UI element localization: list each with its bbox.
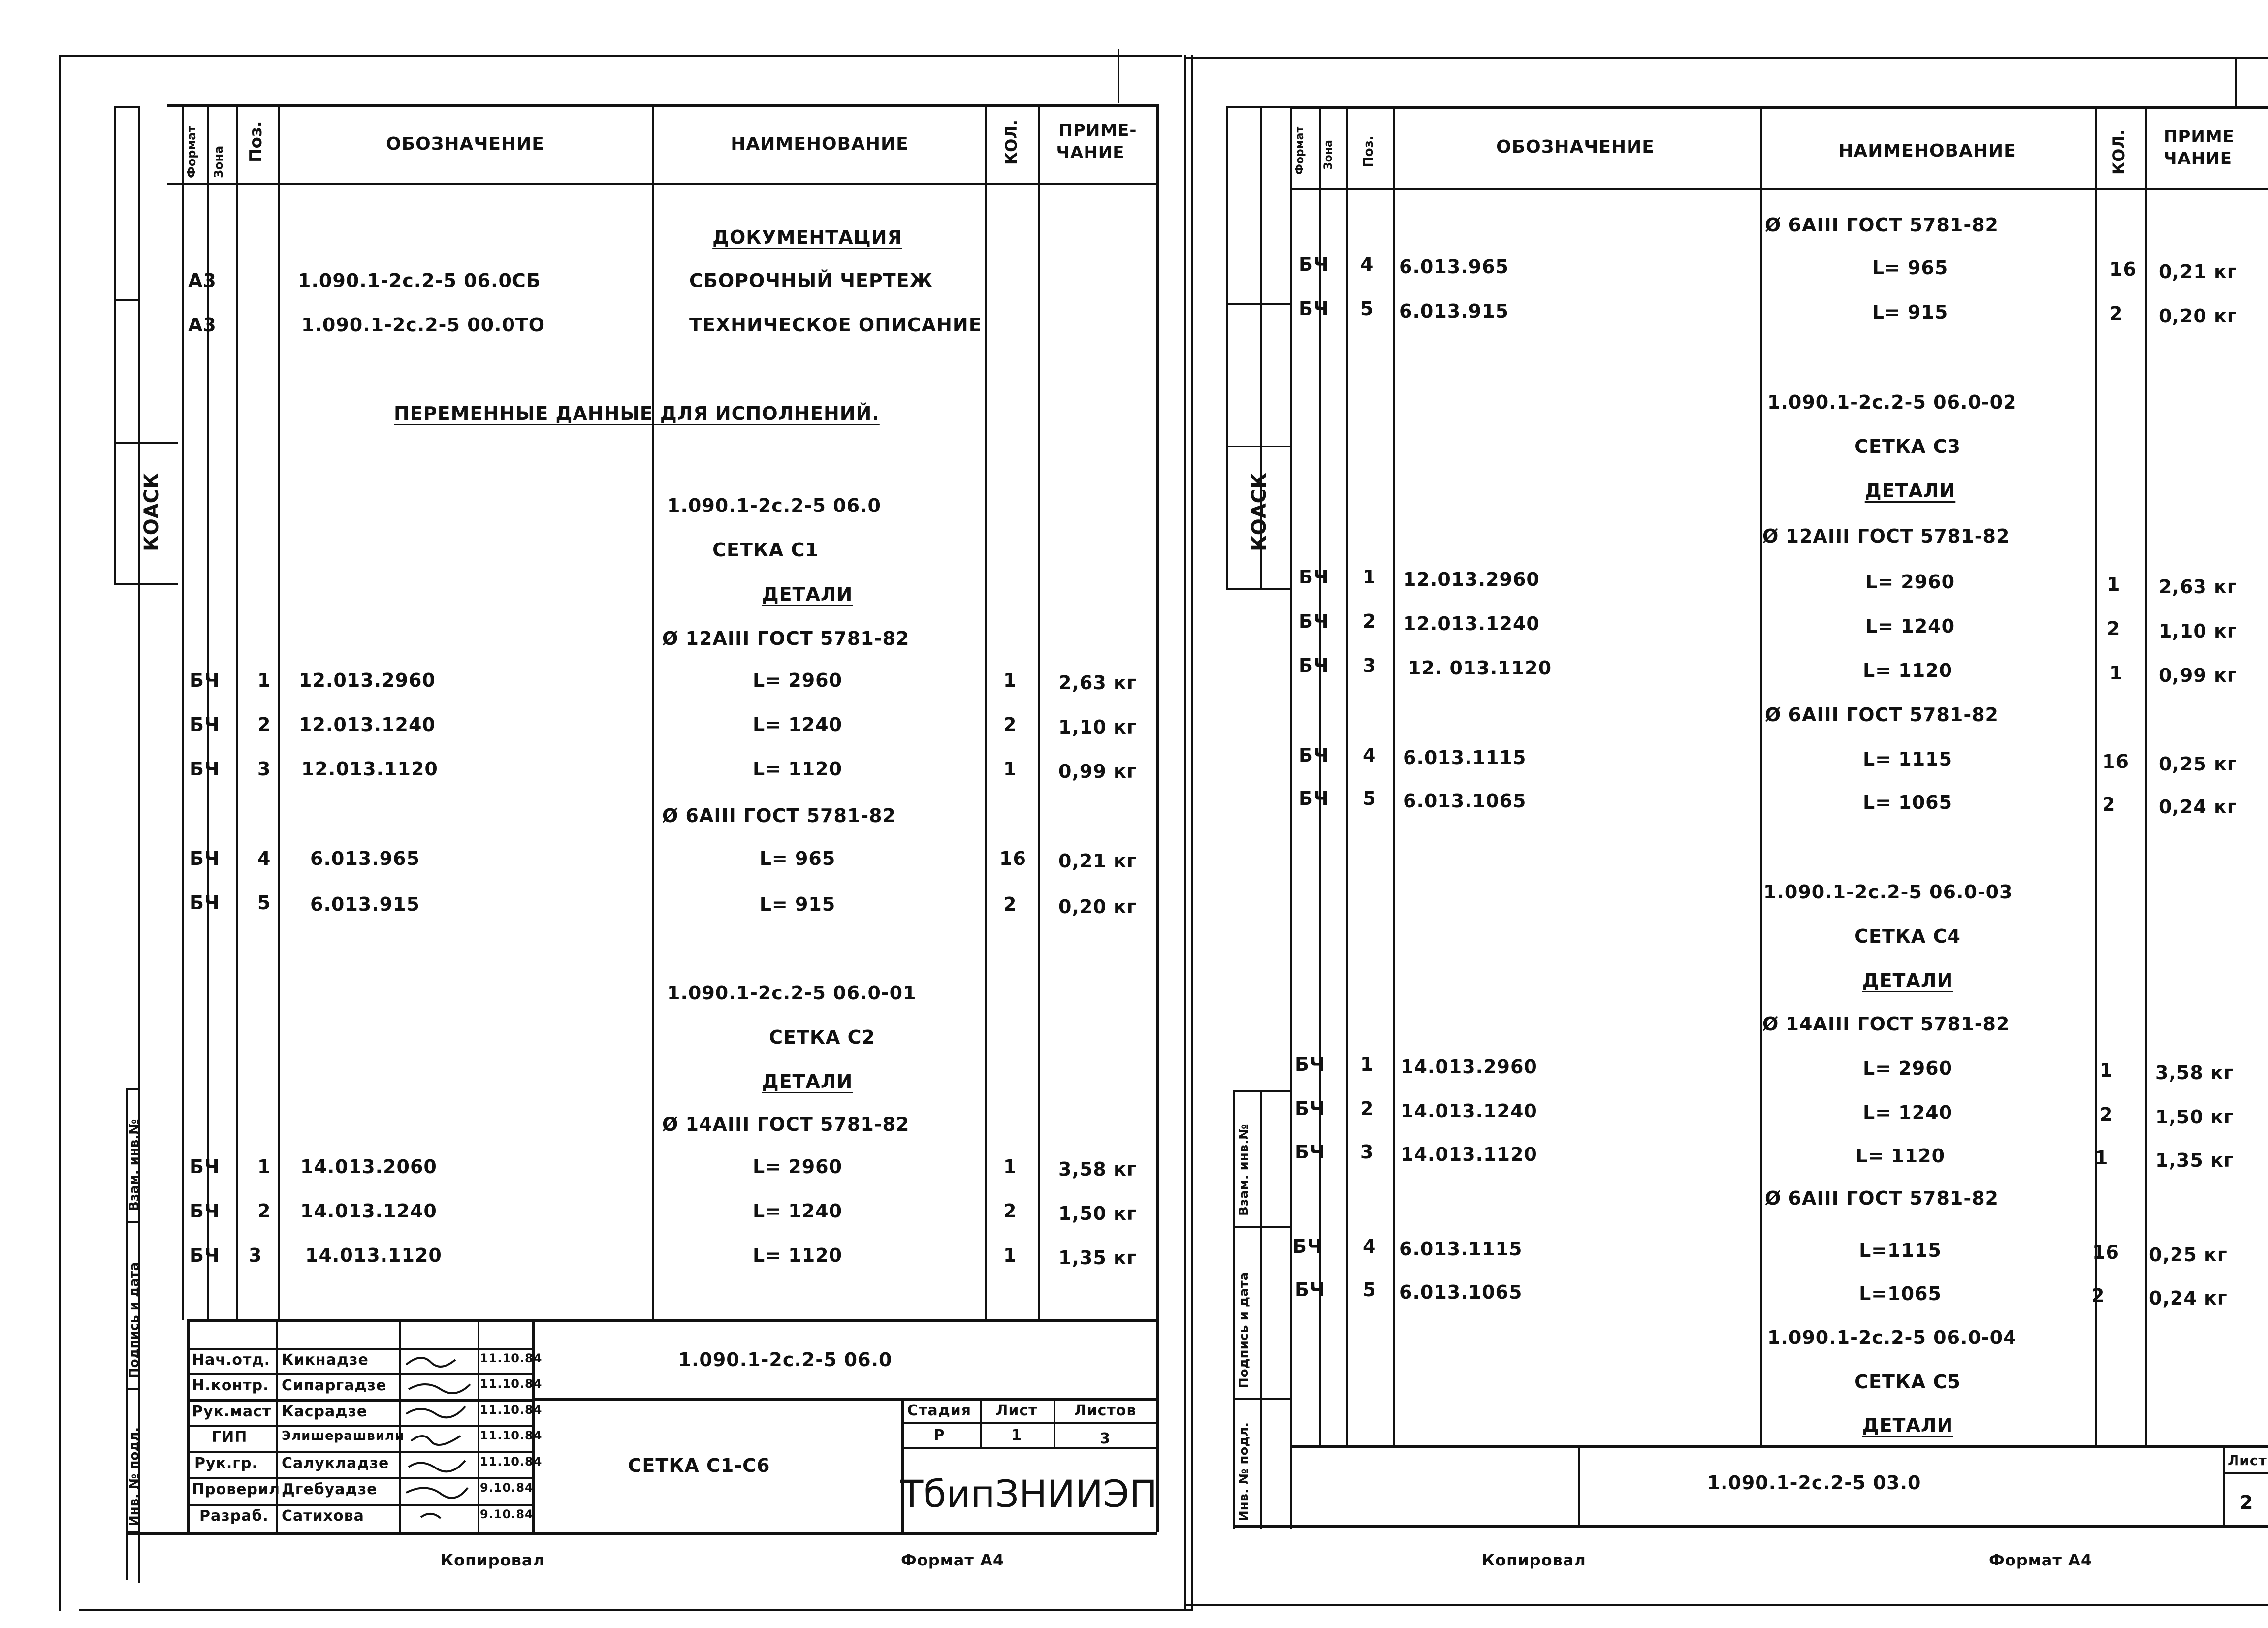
table-row-fmt: БЧ — [1299, 788, 1329, 809]
table-row-pos: 1 — [257, 1156, 271, 1178]
tb-date: 11.10.84 — [480, 1403, 543, 1417]
list-item: ДЕТАЛИ — [762, 1071, 853, 1092]
tb-org: ТбипЗНИИЭП — [900, 1472, 1158, 1516]
list-item: 1.090.1-2с.2-5 06.0СБ — [298, 270, 541, 291]
tb-role: Проверил — [192, 1481, 280, 1498]
table-row-qty: 1 — [2109, 662, 2123, 684]
tb-stage-label: Стадия — [907, 1402, 972, 1419]
col-designation-header: ОБОЗНАЧЕНИЕ — [386, 134, 544, 154]
table-row-name: L= 2960 — [752, 670, 843, 691]
list-item: Ø 6АIII ГОСТ 5781-82 — [662, 805, 896, 827]
table-row-qty: 16 — [2109, 258, 2137, 280]
tb-name: Дгебуадзе — [282, 1481, 378, 1498]
tb-date: 11.10.84 — [480, 1351, 543, 1365]
format-label: Формат А4 — [901, 1551, 1005, 1569]
table-row-des: 6.013.1065 — [1399, 1281, 1523, 1303]
col-name-header: НАИМЕНОВАНИЕ — [731, 134, 909, 154]
table-row-pos: 5 — [1363, 788, 1376, 809]
list-item: 1.090.1-2с.2-5 06.0-02 — [1767, 391, 2017, 413]
table-row-des: 14.013.2060 — [300, 1156, 437, 1178]
table-row-qty: 2 — [2102, 794, 2116, 815]
list-item: Ø 6АIII ГОСТ 5781-82 — [1765, 1187, 1999, 1209]
inv-replace-label: Взам. инв.№ — [127, 1119, 142, 1211]
table-row-qty: 2 — [2091, 1285, 2105, 1307]
table-row-pos: 4 — [1363, 744, 1376, 766]
col-name-header: НАИМЕНОВАНИЕ — [1838, 141, 2016, 161]
koask-label: КОАСК — [140, 473, 163, 551]
table-row-fmt: БЧ — [1299, 298, 1329, 319]
inv-orig-label: Инв. № подл. — [127, 1427, 142, 1526]
list-item: А3 — [188, 270, 217, 291]
list-item: 1.090.1-2с.2-5 06.0-01 — [667, 982, 917, 1004]
table-row-des: 12.013.1240 — [1403, 613, 1540, 635]
list-item: СЕТКА С1 — [712, 539, 819, 561]
list-item: ТЕХНИЧЕСКОЕ ОПИСАНИЕ — [689, 314, 982, 336]
tb-date: 11.10.84 — [480, 1455, 543, 1468]
table-row-fmt: БЧ — [1295, 1141, 1325, 1163]
list-item: ДЕТАЛИ — [1862, 1414, 1953, 1436]
table-row-pos: 4 — [1360, 254, 1374, 275]
tb-name: Салукладзе — [282, 1455, 389, 1472]
table-row-fmt: БЧ — [1295, 1098, 1325, 1119]
inv-replace-label: Взам. инв.№ — [1237, 1124, 1251, 1216]
table-row-name: L= 1120 — [1855, 1145, 1946, 1167]
table-row-qty: 2 — [1003, 1200, 1017, 1222]
table-row-qty: 1 — [1003, 670, 1017, 691]
tb-sheet: 1 — [1011, 1427, 1022, 1444]
table-row-note: 0,24 кг — [2159, 796, 2237, 818]
table-row-des: 14.013.1240 — [1401, 1100, 1537, 1122]
table-row-note: 1,50 кг — [2155, 1106, 2234, 1128]
table-row-fmt: БЧ — [190, 892, 220, 914]
table-row-des: 12.013.1120 — [301, 758, 438, 780]
copied-label: Копировал — [441, 1551, 545, 1569]
table-row-pos: 1 — [1360, 1053, 1374, 1075]
list-item: ДОКУМЕНТАЦИЯ — [712, 226, 902, 248]
col-format-header: Формат — [185, 125, 198, 178]
list-item: СЕТКА С4 — [1854, 926, 1961, 947]
col-format-header: Формат — [1294, 126, 1306, 175]
list-item: ДЕТАЛИ — [762, 583, 853, 605]
table-row-des: 6.013.915 — [310, 894, 420, 915]
table-row-note: 0,25 кг — [2149, 1244, 2228, 1266]
list-item: Ø 14АIII ГОСТ 5781-82 — [1762, 1013, 2010, 1035]
table-row-pos: 5 — [1363, 1279, 1376, 1301]
table-row-des: 12.013.2960 — [1403, 569, 1540, 590]
table-row-fmt: БЧ — [1299, 744, 1329, 766]
table-row-pos: 2 — [257, 714, 271, 735]
table-row-fmt: БЧ — [1295, 1279, 1325, 1301]
table-row-name: L= 1240 — [1865, 615, 1955, 637]
tb-doc-code: 1.090.1-2с.2-5 06.0 — [678, 1349, 893, 1371]
table-row-fmt: БЧ — [1299, 655, 1329, 676]
table-row-des: 12.013.2960 — [299, 670, 436, 691]
table-row-qty: 1 — [1003, 1245, 1017, 1266]
table-row-pos: 5 — [257, 892, 271, 914]
table-row-name: L= 1115 — [1862, 748, 1953, 770]
list-item: СБОРОЧНЫЙ ЧЕРТЕЖ — [689, 270, 933, 291]
table-row-qty: 2 — [2109, 303, 2123, 324]
col-designation-header: ОБОЗНАЧЕНИЕ — [1496, 137, 1655, 157]
table-row-pos: 4 — [1363, 1236, 1376, 1257]
table-row-fmt: БЧ — [1299, 254, 1329, 275]
table-row-fmt: БЧ — [1299, 566, 1329, 588]
table-row-pos: 4 — [257, 848, 271, 869]
table-row-name: L= 1240 — [752, 714, 843, 735]
table-row-note: 1,50 кг — [1058, 1203, 1137, 1224]
table-row-qty: 2 — [2100, 1104, 2113, 1125]
list-item: 1.090.1-2с.2-5 06.0-03 — [1763, 881, 2013, 903]
table-row-fmt: БЧ — [190, 848, 220, 869]
inv-orig-label: Инв. № подл. — [1237, 1422, 1251, 1521]
list-item: Ø 12АIII ГОСТ 5781-82 — [1762, 525, 2010, 547]
list-item: Ø 14АIII ГОСТ 5781-82 — [662, 1114, 910, 1135]
table-row-pos: 2 — [1360, 1098, 1374, 1119]
col-note-header-2: ЧАНИЕ — [1056, 143, 1125, 162]
col-qty-header: КОЛ. — [2109, 129, 2128, 175]
copied-label: Копировал — [1482, 1551, 1586, 1569]
tb-role: ГИП — [212, 1429, 248, 1446]
list-item: А3 — [188, 314, 217, 336]
table-row-qty: 1 — [1003, 1156, 1017, 1178]
table-row-des: 6.013.915 — [1399, 300, 1509, 322]
col-note-header-1: ПРИМЕ — [2164, 127, 2235, 147]
table-row-qty: 1 — [2100, 1059, 2113, 1081]
table-row-name: L= 2960 — [1862, 1057, 1953, 1079]
table-row-des: 14.013.1240 — [300, 1200, 437, 1222]
col-pos-header: Поз. — [246, 121, 266, 162]
list-item: Ø 12АIII ГОСТ 5781-82 — [662, 628, 910, 649]
table-row-note: 1,35 кг — [1058, 1247, 1137, 1269]
tb-date: 11.10.84 — [480, 1429, 543, 1442]
tb-sheet-label: Лист — [995, 1402, 1038, 1419]
table-row-des: 14.013.1120 — [1401, 1144, 1537, 1165]
table-row-pos: 2 — [1363, 610, 1376, 632]
tb-drawing-title: СЕТКА С1-С6 — [628, 1455, 770, 1476]
table-row-name: L= 1240 — [1862, 1102, 1953, 1123]
koask-label: КОАСК — [1248, 473, 1271, 551]
table-row-fmt: БЧ — [190, 1156, 220, 1178]
table-row-name: L= 1120 — [1862, 660, 1953, 681]
footer-sheet-number: 2 — [2240, 1492, 2254, 1513]
table-row-des: 12. 013.1120 — [1408, 657, 1552, 679]
tb-name: Кикнадзе — [282, 1351, 369, 1369]
tb-name: Элишерашвили — [282, 1429, 405, 1443]
table-row-fmt: БЧ — [190, 1245, 220, 1266]
list-item: 1.090.1-2с.2-5 00.0ТО — [301, 314, 545, 336]
tb-role: Н.контр. — [192, 1377, 269, 1394]
sign-date-label: Подпись и дата — [127, 1262, 142, 1378]
table-row-pos: 3 — [249, 1245, 262, 1266]
signature-image — [401, 1350, 475, 1527]
table-row-name: L= 2960 — [752, 1156, 843, 1178]
variable-data-title: ПЕРЕМЕННЫЕ ДАННЫЕ ДЛЯ ИСПОЛНЕНИЙ. — [394, 403, 880, 424]
table-row-note: 0,99 кг — [1058, 761, 1137, 782]
footer-sheet-label: Лист — [2228, 1452, 2267, 1468]
tb-role: Рук.маст — [192, 1403, 272, 1420]
tb-role: Рук.гр. — [194, 1455, 258, 1472]
table-row-des: 6.013.1115 — [1403, 747, 1527, 768]
table-row-note: 0,21 кг — [1058, 850, 1137, 872]
table-row-qty: 2 — [2107, 618, 2121, 639]
list-item: СЕТКА С5 — [1854, 1371, 1961, 1393]
table-row-fmt: БЧ — [1295, 1053, 1325, 1075]
tb-stage: Р — [933, 1427, 945, 1444]
table-row-name: L= 1120 — [752, 758, 843, 780]
table-row-pos: 3 — [1360, 1141, 1374, 1163]
table-row-qty: 16 — [2102, 751, 2129, 772]
table-row-name: L=1065 — [1859, 1283, 1942, 1305]
table-row-des: 12.013.1240 — [299, 714, 436, 735]
tb-date: 11.10.84 — [480, 1377, 543, 1391]
table-row-qty: 2 — [1003, 894, 1017, 915]
tb-name: Сатихова — [282, 1507, 364, 1525]
tb-name: Касрадзе — [282, 1403, 368, 1420]
table-row-note: 0,25 кг — [2159, 753, 2237, 775]
table-row-note: 0,20 кг — [2159, 305, 2237, 327]
table-row-des: 14.013.1120 — [305, 1245, 442, 1266]
tb-name: Сипаргадзе — [282, 1377, 387, 1394]
list-item: ДЕТАЛИ — [1862, 970, 1953, 991]
list-item: 1.090.1-2с.2-5 06.0 — [667, 495, 881, 516]
col-note-header-2: ЧАНИЕ — [2164, 149, 2232, 168]
table-row-des: 14.013.2960 — [1401, 1056, 1537, 1078]
table-row-note: 0,24 кг — [2149, 1287, 2228, 1309]
table-row-note: 0,99 кг — [2159, 665, 2237, 686]
list-item: ДЕТАЛИ — [1864, 480, 1956, 502]
table-row-fmt: БЧ — [190, 1200, 220, 1222]
tb-sheets-label: Листов — [1074, 1402, 1137, 1419]
tb-sheets: 3 — [1100, 1430, 1111, 1447]
tb-date: 9.10.84 — [480, 1481, 534, 1495]
table-row-name: L= 1240 — [752, 1200, 843, 1222]
table-row-qty: 2 — [1003, 714, 1017, 735]
table-row-fmt: БЧ — [1292, 1236, 1323, 1257]
table-row-note: 1,35 кг — [2155, 1149, 2234, 1171]
table-row-des: 6.013.965 — [310, 848, 420, 869]
col-zone-header: Зона — [212, 145, 225, 178]
table-row-fmt: БЧ — [190, 758, 220, 780]
table-row-qty: 1 — [2095, 1147, 2108, 1169]
sign-date-label: Подпись и дата — [1237, 1272, 1251, 1388]
format-label: Формат А4 — [1989, 1551, 2093, 1569]
table-row-fmt: БЧ — [190, 714, 220, 735]
footer-doc-code: 1.090.1-2с.2-5 03.0 — [1707, 1472, 1921, 1494]
table-row-fmt: БЧ — [190, 670, 220, 691]
col-qty-header: КОЛ. — [1002, 119, 1021, 165]
table-row-name: L=1115 — [1859, 1240, 1942, 1261]
table-row-qty: 1 — [1003, 758, 1017, 780]
table-row-name: L= 1120 — [752, 1245, 843, 1266]
table-row-des: 6.013.1065 — [1403, 790, 1527, 812]
table-row-name: L= 915 — [1872, 301, 1949, 323]
col-note-header-1: ПРИМЕ- — [1058, 121, 1137, 140]
table-row-des: 6.013.965 — [1399, 256, 1509, 278]
table-row-fmt: БЧ — [1299, 610, 1329, 632]
table-row-qty: 16 — [999, 848, 1026, 869]
tb-date: 9.10.84 — [480, 1507, 534, 1521]
table-row-name: L= 965 — [759, 848, 836, 869]
tb-role: Разраб. — [199, 1507, 269, 1525]
table-row-pos: 3 — [1363, 655, 1376, 676]
list-item: СЕТКА С2 — [769, 1026, 875, 1048]
table-row-pos: 3 — [257, 758, 271, 780]
table-row-note: 1,10 кг — [2159, 620, 2237, 642]
table-row-name: L= 965 — [1872, 257, 1949, 279]
table-row-name: L= 1065 — [1862, 792, 1953, 813]
list-item: СЕТКА С3 — [1854, 436, 1961, 457]
table-row-name: L= 915 — [759, 894, 836, 915]
table-row-note: 3,58 кг — [1058, 1158, 1137, 1180]
col-zone-header: Зона — [1322, 140, 1335, 170]
table-row-note: 1,10 кг — [1058, 716, 1137, 738]
list-item: Ø 6АIII ГОСТ 5781-82 — [1765, 214, 1999, 236]
tb-role: Нач.отд. — [192, 1351, 270, 1369]
table-row-note: 2,63 кг — [1058, 672, 1137, 694]
col-pos-header: Поз. — [1361, 135, 1376, 167]
table-row-note: 2,63 кг — [2159, 576, 2237, 598]
table-row-note: 0,21 кг — [2159, 261, 2237, 283]
list-item: Ø 6АIII ГОСТ 5781-82 — [1765, 704, 1999, 726]
table-row-pos: 1 — [1363, 566, 1376, 588]
table-row-qty: 1 — [2107, 574, 2121, 595]
table-row-pos: 2 — [257, 1200, 271, 1222]
table-row-pos: 1 — [257, 670, 271, 691]
table-row-qty: 16 — [2092, 1242, 2119, 1263]
table-row-note: 3,58 кг — [2155, 1062, 2234, 1084]
list-item: 1.090.1-2с.2-5 06.0-04 — [1767, 1327, 2017, 1348]
table-row-name: L= 2960 — [1865, 571, 1955, 593]
table-row-pos: 5 — [1360, 298, 1374, 319]
table-row-des: 6.013.1115 — [1399, 1238, 1523, 1260]
table-row-note: 0,20 кг — [1058, 896, 1137, 918]
